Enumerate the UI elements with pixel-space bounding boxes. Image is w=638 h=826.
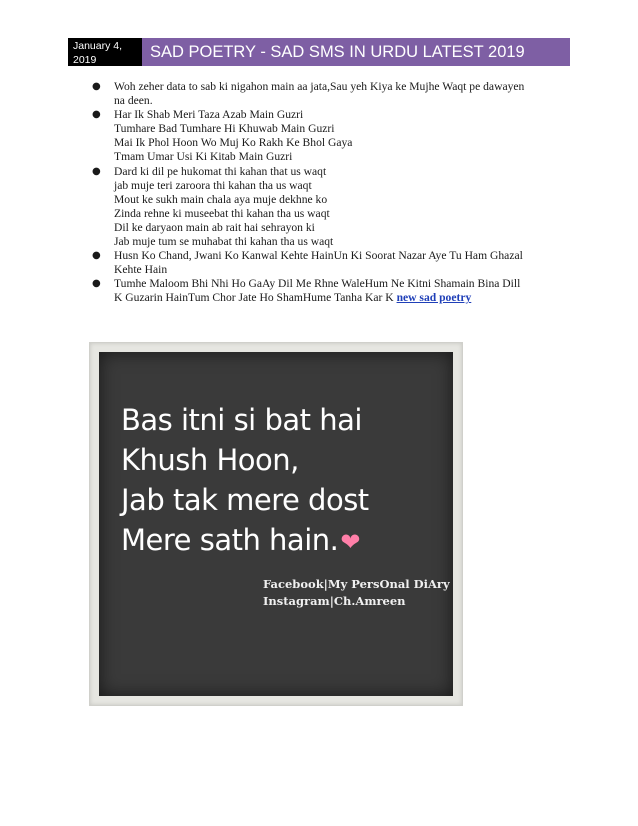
bullet-icon: ● <box>92 278 101 290</box>
bullet-icon: ● <box>92 250 101 262</box>
poem-item <box>90 249 570 277</box>
poem-line: jab muje teri zaroora thi kahan tha us waqt <box>114 178 312 192</box>
new-sad-poetry-link[interactable]: new sad poetry <box>396 291 472 305</box>
bullet-icon: ● <box>92 109 101 121</box>
quote-line: Khush Hoon, <box>121 443 299 477</box>
poem-line: Tumhare Bad Tumhare Hi Khuwab Main Guzri <box>114 122 335 136</box>
poem-line: Dil ke daryaon main ab rait hai sehrayon ki <box>114 220 315 234</box>
quote-text <box>121 400 369 562</box>
post-date: January 4, 2019 <box>68 38 142 66</box>
image-credits <box>263 576 450 610</box>
poem-item <box>90 108 570 164</box>
credit-instagram: Instagram|Ch.Amreen <box>263 594 406 608</box>
poem-item <box>90 165 570 250</box>
poem-item <box>90 80 570 108</box>
bullet-icon: ● <box>92 165 101 177</box>
heart-icon: ❤ <box>340 528 360 556</box>
chalkboard-image <box>99 352 453 696</box>
poem-item <box>90 277 570 305</box>
quote-line: Bas itni si bat hai <box>121 403 362 437</box>
quote-image-frame <box>89 342 463 706</box>
poem-line: Kehte Hain <box>114 263 168 277</box>
poem-line: Tmam Umar Usi Ki Kitab Main Guzri <box>114 150 293 164</box>
poem-line: Mai Ik Phol Hoon Wo Muj Ko Rakh Ke Bhol Gaya <box>114 136 353 150</box>
quote-line-last <box>121 520 369 562</box>
poem-line: Mout ke sukh main chala aya muje dekhne ko <box>114 192 328 206</box>
page-title: SAD POETRY - SAD SMS IN URDU LATEST 2019 <box>142 38 570 66</box>
poem-line: K Guzarin HainTum Chor Jate Ho ShamHume Tanha Kar K <box>114 291 394 305</box>
poem-line: na deen. <box>114 94 153 108</box>
poem-line: Husn Ko Chand, Jwani Ko Kanwal Kehte HainUn Ki Soorat Nazar Aye Tu Ham Ghazal <box>114 249 523 263</box>
quote-line: Mere sath hain. <box>121 523 339 557</box>
bullet-icon: ● <box>92 81 101 92</box>
poem-list <box>90 80 570 306</box>
poem-line-with-link <box>114 291 570 305</box>
quote-line: Jab tak mere dost <box>121 483 369 517</box>
credit-facebook: Facebook|My PersOnal DiAry <box>263 577 450 591</box>
poem-line: Tumhe Maloom Bhi Nhi Ho GaAy Dil Me Rhne WaleHum Ne Kitni Shamain Bina Dill <box>114 277 521 291</box>
poem-line: Zinda rehne ki museebat thi kahan tha us waqt <box>114 206 330 220</box>
poem-line: Jab muje tum se muhabat thi kahan tha us waqt <box>114 235 334 249</box>
poem-line: Dard ki dil pe hukomat thi kahan that us waqt <box>114 164 327 178</box>
poem-line: Woh zeher data to sab ki nigahon main aa jata,Sau yeh Kiya ke Mujhe Waqt pe dawayen <box>114 80 525 93</box>
poem-line: Har Ik Shab Meri Taza Azab Main Guzri <box>114 108 304 122</box>
